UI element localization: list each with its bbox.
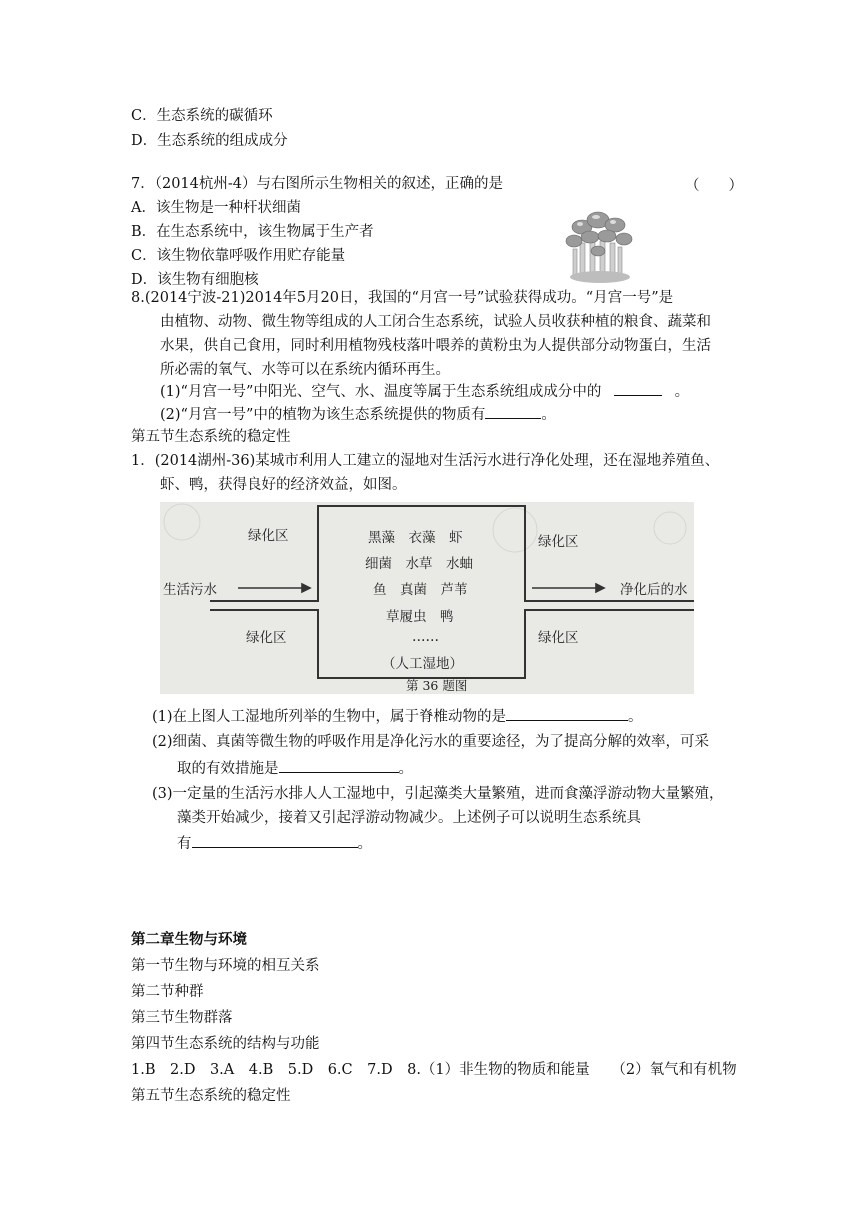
option-d-prev: D．生态系统的组成成分 (131, 133, 288, 149)
answer-section-5: 第五节生态系统的稳定性 (131, 1088, 291, 1104)
diagram-caption: 第 36 题图 (406, 678, 468, 693)
q8-line-4: 所必需的氧气、水等可以在系统内循环再生。 (160, 362, 450, 378)
q1-sub-2-line-2 (177, 758, 413, 779)
q1-sub-3-end: 。 (357, 836, 372, 852)
answer-key-line: 1.B 2.D 3.A 4.B 5.D 6.C 7.D 8.（1）非生物的物质和能量 （2）氧气和有机物 (131, 1062, 737, 1078)
q1-sub-1-end: 。 (628, 709, 643, 725)
section-5-title: 第五节生态系统的稳定性 (131, 429, 291, 445)
q7-option-a: A．该生物是一种杆状细菌 (131, 200, 301, 216)
q7-answer-paren: （ ） (685, 178, 743, 194)
wetland-label: （人工湿地） (382, 656, 463, 672)
q1-sub-1-blank[interactable] (506, 706, 628, 721)
green-zone-top-right: 绿化区 (538, 534, 579, 550)
organisms-row-3: 鱼 真菌 芦苇 (373, 582, 468, 598)
q8-sub-2-blank[interactable] (485, 404, 541, 419)
green-zone-bottom-left: 绿化区 (246, 630, 287, 646)
q1-sub-2-line-1: (2)细菌、真菌等微生物的呼吸作用是净化污水的重要途径，为了提高分解的效率，可采 (152, 734, 710, 750)
q8-sub-2-end: 。 (541, 407, 556, 423)
q8-sub-1 (160, 381, 689, 402)
q1-sub-2-text: 取的有效措施是 (177, 761, 279, 777)
q8-sub-2 (160, 404, 556, 425)
organisms-row-4: 草履虫 鸭 (386, 609, 454, 625)
q7-stem: 7．（2014杭州-4）与右图所示生物相关的叙述，正确的是 (131, 176, 503, 192)
q8-sub-1-end: 。 (674, 384, 690, 400)
q1-sub-3-text: 有 (177, 836, 192, 852)
q7-option-c: C．该生物依靠呼吸作用贮存能量 (131, 248, 346, 264)
q8-sub-2-text: (2)“月宫一号”中的植物为该生态系统提供的物质有 (160, 407, 486, 423)
inflow-label: 生活污水 (163, 582, 217, 598)
q7-option-b: B．在生态系统中，该生物属于生产者 (131, 224, 374, 240)
organisms-row-2: 细菌 水草 水蚰 (365, 556, 473, 572)
q1-sub-1 (152, 706, 643, 727)
q8-line-2: 由植物、动物、微生物等组成的人工闭合生态系统，试验人员收获种植的粮食、蔬菜和 (160, 314, 711, 330)
green-zone-top-left: 绿化区 (248, 528, 289, 544)
q1-line-1: 1．(2014湖州-36)某城市利用人工建立的湿地对生活污水进行净化处理，还在湿地养殖鱼、 (131, 453, 720, 469)
mushroom-image (560, 205, 640, 283)
q8-sub-1-blank[interactable] (614, 381, 662, 396)
answer-section-1: 第一节生物与环境的相互关系 (131, 958, 320, 974)
q8-line-1: 8.(2014宁波-21)2014年5月20日，我国的“月宫一号”试验获得成功。“月宫一号”是 (131, 290, 674, 306)
organisms-ellipsis: …… (412, 629, 439, 645)
q8-line-3: 水果，供自己食用，同时利用植物残枝落叶喂养的黄粉虫为人提供部分动物蛋白，生活 (160, 338, 711, 354)
q1-sub-2-end: 。 (398, 761, 413, 777)
q1-sub-2-blank[interactable] (279, 758, 399, 773)
wetland-diagram (160, 502, 694, 694)
answer-section-3: 第三节生物群落 (131, 1010, 233, 1026)
q1-sub-3-line-1: (3)一定量的生活污水排人人工湿地中，引起藻类大量繁殖，进而食藻浮游动物大量繁殖， (152, 786, 724, 802)
answer-section-4: 第四节生态系统的结构与功能 (131, 1036, 320, 1052)
answer-chapter-title: 第二章生物与环境 (131, 931, 247, 948)
q7-option-d: D．该生物有细胞核 (131, 272, 259, 288)
q1-line-2: 虾、鸭，获得良好的经济效益，如图。 (160, 477, 407, 493)
q1-sub-3-line-3 (177, 833, 372, 854)
q1-sub-3-line-2: 藻类开始减少，接着又引起浮游动物减少。上述例子可以说明生态系统具 (177, 810, 641, 826)
q8-sub-1-text: (1)“月宫一号”中阳光、空气、水、温度等属于生态系统组成成分中的 (160, 384, 602, 400)
option-c-prev: C．生态系统的碳循环 (131, 108, 273, 124)
organisms-row-1: 黑藻 衣藻 虾 (368, 530, 463, 546)
outflow-label: 净化后的水 (620, 582, 688, 598)
answer-section-2: 第二节种群 (131, 984, 204, 1000)
green-zone-bottom-right: 绿化区 (538, 630, 579, 646)
q1-sub-1-text: (1)在上图人工湿地所列举的生物中，属于脊椎动物的是 (152, 709, 507, 725)
q1-sub-3-blank[interactable] (192, 833, 358, 848)
